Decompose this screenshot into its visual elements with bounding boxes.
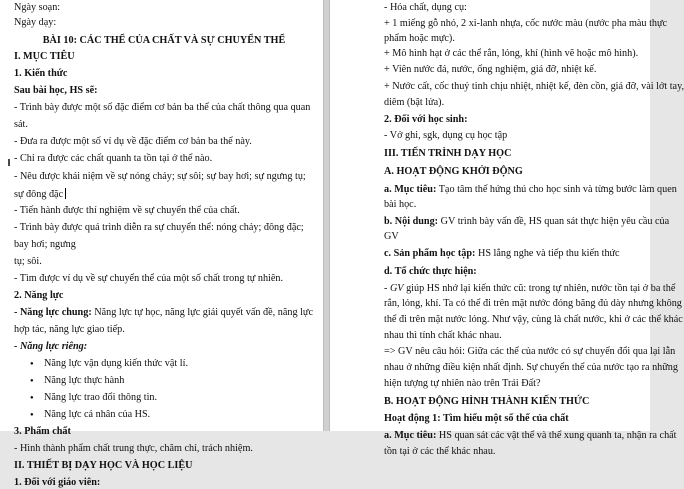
right-page-line	[384, 330, 646, 342]
line-text: hợp tác, năng lực giao tiếp.	[14, 324, 125, 335]
line-bold-prefix: - Năng lực chung:	[14, 307, 92, 318]
line-text: II. THIẾT BỊ DẠY HỌC VÀ HỌC LIỆU	[14, 460, 193, 471]
right-page-line	[384, 298, 682, 310]
left-page-line	[14, 477, 314, 489]
line-text: - Hóa chất, dụng cụ:	[384, 2, 467, 13]
right-page-line	[384, 97, 646, 109]
line-text: HS lắng nghe và tiếp thu kiến thức	[475, 248, 620, 259]
left-page-line	[14, 102, 314, 114]
right-page-line	[384, 199, 646, 211]
right-page-line	[384, 81, 684, 93]
line-bold-prefix: c. Sản phẩm học tập:	[384, 248, 476, 259]
line-text: Tạo tâm thế hứng thú cho học sinh và từng bước làm quen	[436, 184, 677, 195]
line-text: tồn tại ở các thể khác nhau.	[384, 446, 496, 457]
right-page-line	[384, 231, 646, 243]
line-text: phẩm hoặc mực).	[384, 33, 455, 44]
line-text: d. Tổ chức thực hiện:	[384, 266, 477, 277]
left-page-line	[14, 119, 314, 131]
document-page-right[interactable]	[330, 0, 684, 457]
left-page-line	[14, 188, 314, 201]
left-page-line	[14, 239, 314, 251]
line-text: GV trình bày vấn đề, HS quan sát thực hiện yêu cầu của	[438, 216, 670, 227]
line-text: - Vở ghi, sgk, dụng cụ học tập	[384, 130, 508, 141]
line-text: 1. Kiến thức	[14, 68, 68, 79]
line-text: sát.	[14, 119, 28, 130]
right-page-line	[384, 446, 646, 458]
left-page-line	[14, 273, 314, 285]
right-page-line	[384, 396, 646, 408]
line-text: - Năng lực riêng:	[14, 341, 88, 352]
line-text: Năng lực tự học, năng lực giải quyết vấn đề, năng lực	[91, 307, 313, 318]
left-page-line	[14, 358, 314, 370]
left-page-line	[14, 136, 314, 148]
left-page-line	[14, 375, 314, 387]
text-cursor	[65, 188, 66, 199]
line-text: - Hình thành phẩm chất trung thực, chăm chỉ, trách nhiệm.	[14, 443, 253, 454]
line-text: HS quan sát các vật thể và thể xung quanh ta, nhận ra chất	[436, 430, 677, 441]
right-page-line	[384, 148, 646, 160]
left-page-line	[14, 290, 314, 302]
right-page-line	[384, 2, 646, 14]
right-page-line	[384, 18, 668, 30]
line-text: + Mô hình hạt ở các thể rắn, lỏng, khí (hình vẽ hoặc mô hình).	[384, 48, 639, 59]
right-page-line	[384, 314, 683, 326]
line-bold-prefix: a. Mục tiêu:	[384, 184, 437, 195]
left-page-line	[14, 307, 314, 319]
left-page-line	[14, 2, 314, 14]
left-page-line	[14, 35, 314, 47]
line-text: Năng lực vận dụng kiến thức vật lí.	[44, 358, 189, 369]
left-page-line	[14, 443, 314, 455]
document-page-left[interactable]	[0, 0, 323, 488]
line-text: - Chỉ ra được các chất quanh ta tồn tại ở thể nào.	[14, 153, 213, 164]
left-page-line	[14, 392, 314, 404]
line-text: Ngày soạn:	[14, 2, 61, 13]
line-text: => GV nêu câu hỏi: Giữa các thể của nước có sự chuyển đổi qua lại lẫn	[384, 346, 676, 357]
left-page-line	[14, 256, 314, 268]
right-page-line	[384, 130, 646, 142]
line-text: bay hơi; ngưng	[14, 239, 76, 250]
line-text: 1. Đối với giáo viên:	[14, 477, 101, 488]
line-text: - Đưa ra được một số ví dụ về đặc điểm cơ bản ba thể này.	[14, 136, 252, 147]
line-text: GV	[384, 231, 399, 242]
line-text: - Tìm được ví dụ về sự chuyển thể của một số chất trong tự nhiên.	[14, 273, 284, 284]
line-bold-prefix: b. Nội dung:	[384, 216, 439, 227]
right-page-line	[384, 430, 677, 442]
line-text: Hoạt động 1: Tìm hiểu một số thể của chất	[384, 413, 569, 424]
right-page-line	[384, 346, 676, 358]
line-text: - Tiến hành được thí nghiệm về sự chuyển thể của chất.	[14, 205, 240, 216]
right-page-line	[384, 48, 646, 60]
line-text: - Nêu được khái niệm về sự nóng chảy; sự sôi; sự bay hơi; sự ngưng tụ;	[14, 171, 306, 182]
line-text: Sau bài học, HS sẽ:	[14, 85, 98, 96]
line-text: nhau thì tính chất khác nhau.	[384, 330, 502, 341]
right-page-line	[384, 266, 646, 278]
left-page-line	[14, 85, 314, 97]
line-text: rắn, lỏng, khí. Ta có thể đi trên mặt nước đóng băng đủ dày nhưng không	[384, 298, 682, 309]
right-page-line	[384, 378, 646, 390]
right-page-line	[384, 184, 677, 196]
right-page-line	[384, 64, 646, 76]
left-page-line	[14, 460, 314, 472]
left-page-line	[14, 324, 314, 336]
line-text: 3. Phẩm chất	[14, 426, 71, 437]
line-text: Năng lực thực hành	[44, 375, 125, 386]
line-text: + 1 miếng gỗ nhỏ, 2 xi-lanh nhựa, cốc nước màu (nước pha màu thực	[384, 18, 668, 29]
line-text: Ngày dạy:	[14, 17, 57, 28]
line-text: A. HOẠT ĐỘNG KHỞI ĐỘNG	[384, 166, 523, 177]
line-text: - Trình bày được một số đặc điểm cơ bản ba thể của chất thông qua quan	[14, 102, 311, 113]
line-text: B. HOẠT ĐỘNG HÌNH THÀNH KIẾN THỨC	[384, 396, 590, 407]
line-text: sự đông đặc	[14, 189, 64, 200]
line-italic-prefix: - GV	[384, 283, 404, 294]
line-text: Năng lực cá nhân của HS.	[44, 409, 151, 420]
page-gap	[323, 0, 330, 431]
left-page-line	[14, 205, 314, 217]
right-page-line	[384, 248, 646, 260]
line-text: Năng lực trao đổi thông tin.	[44, 392, 158, 403]
line-text: giúp HS nhớ lại kiến thức cũ: trong tự nhiên, nước tồn tại ở ba thể	[403, 283, 676, 294]
left-page-line	[14, 51, 314, 63]
left-page-line	[14, 68, 314, 80]
left-page-line	[14, 17, 314, 29]
left-page-line	[14, 426, 314, 438]
line-text: BÀI 10: CÁC THỂ CỦA CHẤT VÀ SỰ CHUYỂN THỂ	[42, 35, 286, 46]
left-page-line	[14, 409, 314, 421]
right-page-line	[384, 362, 678, 374]
left-page-line	[14, 171, 314, 183]
line-text: bài học.	[384, 199, 417, 210]
line-text: III. TIẾN TRÌNH DẠY HỌC	[384, 148, 512, 159]
line-text: 2. Năng lực	[14, 290, 64, 301]
line-text: + Viên nước đá, nước, ống nghiệm, giá đỡ, nhiệt kế.	[384, 64, 597, 75]
left-page-line	[14, 222, 314, 234]
line-text: diêm (bật lửa).	[384, 97, 445, 108]
line-text: hiện tượng tự nhiên nào trên Trái Đất?	[384, 378, 541, 389]
line-bold-prefix: a. Mục tiêu:	[384, 430, 437, 441]
right-page-line	[384, 114, 646, 126]
right-page-line	[384, 413, 646, 425]
right-page-line	[384, 33, 646, 45]
right-page-line	[384, 283, 676, 295]
margin-marker	[8, 159, 10, 166]
line-text: thể đi trên mặt nước lỏng. Như vậy, cùng là chất nước, khi ở các thể khác	[384, 314, 683, 325]
line-text: I. MỤC TIÊU	[14, 51, 75, 62]
line-text: 2. Đối với học sinh:	[384, 114, 468, 125]
left-page-line	[14, 153, 314, 165]
line-text: + Nước cất, cốc thuỷ tinh chịu nhiệt, nhiệt kế, đèn cồn, giá đỡ, vài lớt tay,	[384, 81, 684, 92]
left-page-line	[14, 341, 314, 353]
right-page-line	[384, 166, 646, 178]
line-text: - Trình bày được quá trình diễn ra sự chuyển thể: nóng chảy; đông đặc;	[14, 222, 304, 233]
line-text: nhau ở những điều kiện nhất định. Sự chuyển thể của nước tạo ra những	[384, 362, 678, 373]
line-text: tụ; sôi.	[14, 256, 42, 267]
right-page-line	[384, 216, 670, 228]
